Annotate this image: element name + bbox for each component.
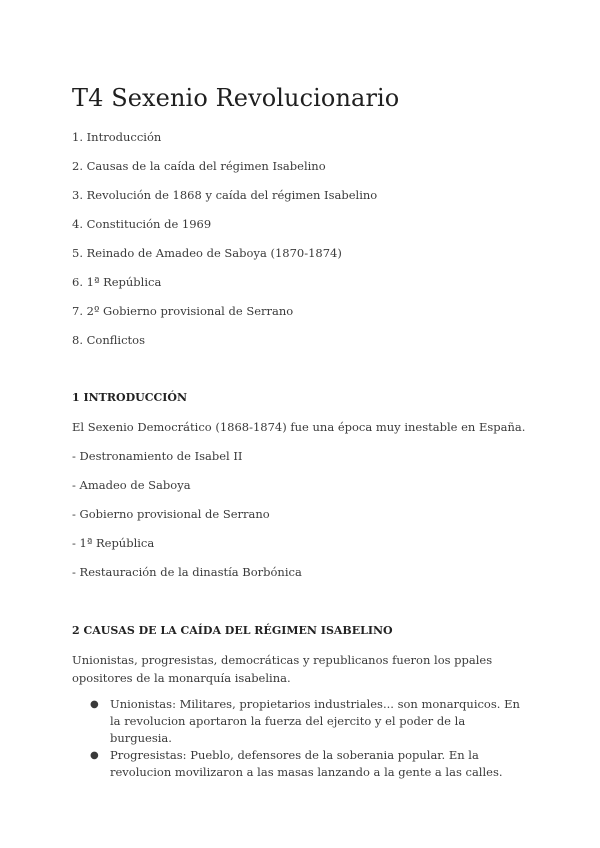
bullet-icon: ●: [90, 750, 99, 761]
section-paragraph: Unionistas, progresistas, democráticas y republicanos fueron los ppales opositores de la monarquía isabelina.: [72, 653, 493, 685]
toc-item: 3. Revolución de 1868 y caída del régimen Isabelino: [72, 188, 378, 202]
toc-item: 2. Causas de la caída del régimen Isabelino: [72, 159, 326, 173]
document-title: T4 Sexenio Revolucionario: [72, 84, 400, 112]
list-item: - Amadeo de Saboya: [72, 478, 191, 492]
section-heading-causas: 2 CAUSAS DE LA CAÍDA DEL RÉGIMEN ISABELINO: [72, 624, 393, 637]
toc-item: 8. Conflictos: [72, 333, 145, 347]
bullet-text: Progresistas: Pueblo, defensores de la soberania popular. En la revolucion movilizaron a las masas lanzando a la gente a las calles.: [110, 748, 503, 779]
section-paragraph: El Sexenio Democrático (1868-1874) fue una época muy inestable en España.: [72, 420, 526, 434]
list-item: - 1ª República: [72, 536, 155, 550]
toc-item: 4. Constitución de 1969: [72, 217, 212, 231]
toc-item: 6. 1ª República: [72, 275, 162, 289]
bullet-text: Unionistas: Militares, propietarios industriales... son monarquicos. En la revolucion aportaron la fuerza del ejercito y el poder de la burguesia.: [110, 697, 520, 745]
section-heading-introduccion: 1 INTRODUCCIÓN: [72, 391, 188, 404]
list-item: - Destronamiento de Isabel II: [72, 449, 243, 463]
list-item: - Restauración de la dinastía Borbónica: [72, 565, 302, 579]
bullet-list: [90, 696, 530, 781]
bullet-item: [90, 696, 530, 747]
bullet-item: [90, 747, 530, 781]
table-of-contents: [72, 128, 377, 360]
toc-item: 1. Introducción: [72, 130, 162, 144]
bullet-icon: ●: [90, 699, 99, 710]
toc-item: 5. Reinado de Amadeo de Saboya (1870-1874): [72, 246, 342, 260]
list-item: - Gobierno provisional de Serrano: [72, 507, 270, 521]
toc-item: 7. 2º Gobierno provisional de Serrano: [72, 304, 294, 318]
